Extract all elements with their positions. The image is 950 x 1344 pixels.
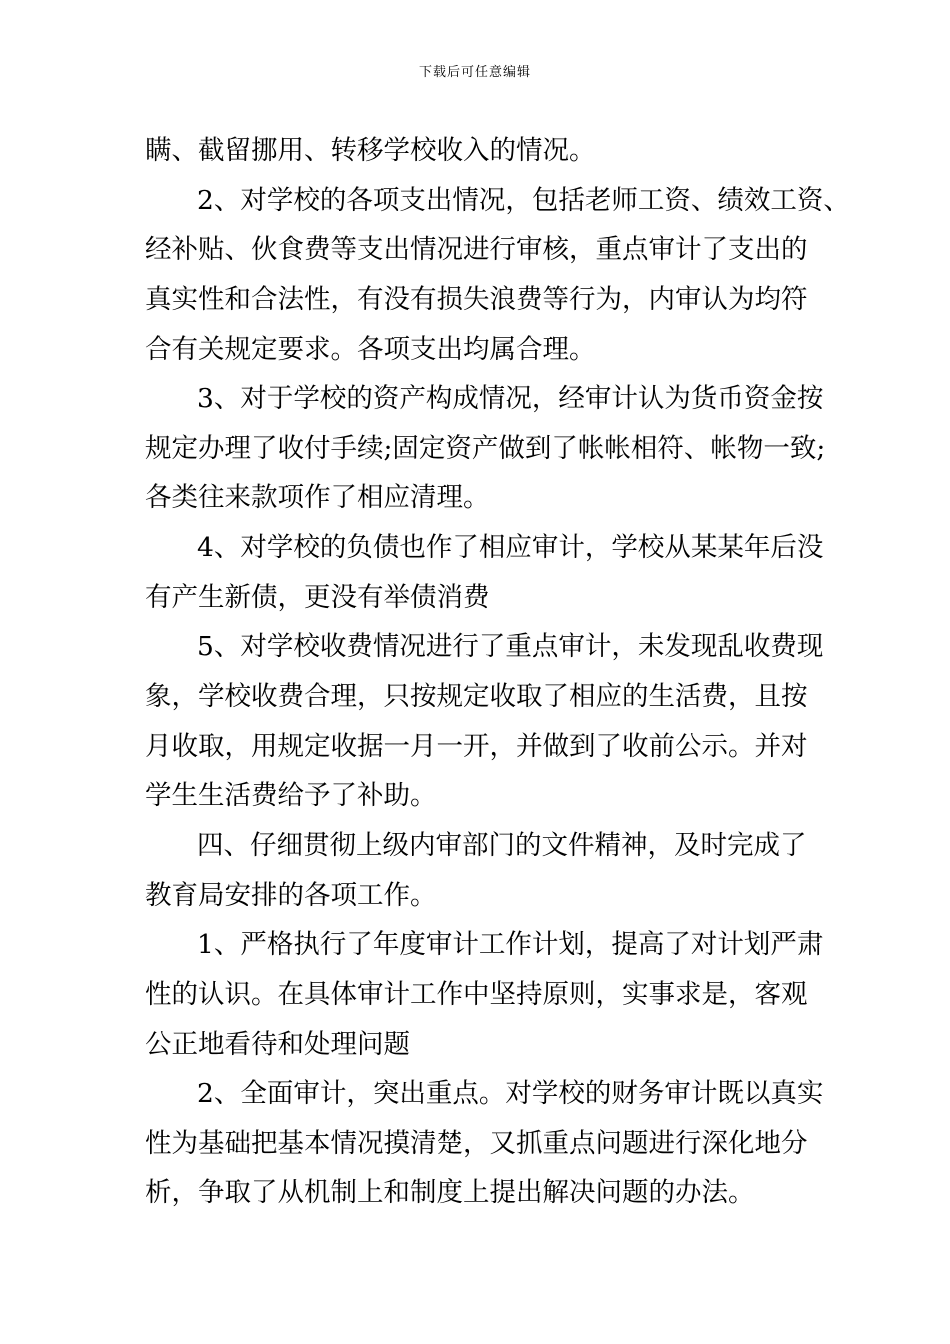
text-line: 瞒、截留挪用、转移学校收入的情况。: [145, 135, 596, 166]
text-line: 2、全面审计，突出重点。对学校的财务审计既以真实: [197, 1078, 824, 1110]
text-line: 合有关规定要求。各项支出均属合理。: [145, 333, 596, 365]
text-line: 5、对学校收费情况进行了重点审计，未发现乱收费现: [197, 631, 824, 663]
document-body: [145, 126, 850, 1218]
text-line: 四、仔细贯彻上级内审部门的文件精神，及时完成了: [197, 829, 807, 861]
text-line: 教育局安排的各项工作。: [145, 879, 437, 911]
text-line: 经补贴、伙食费等支出情况进行审核，重点审计了支出的: [145, 234, 808, 266]
text-line: 4、对学校的负债也作了相应审计，学校从某某年后没: [197, 532, 824, 564]
text-line: 象，学校收费合理，只按规定收取了相应的生活费，且按: [145, 681, 808, 713]
text-line: 各类往来款项作了相应清理。: [145, 482, 490, 514]
text-line: 有产生新债，更没有举债消费: [145, 581, 490, 613]
text-line: 规定办理了收付手续;固定资产做到了帐帐相符、帐物一致;: [145, 432, 826, 464]
text-line: 析，争取了从机制上和制度上提出解决问题的办法。: [145, 1177, 755, 1209]
text-line: 性为基础把基本情况摸清楚，又抓重点问题进行深化地分: [145, 1127, 808, 1159]
text-line: 2、对学校的各项支出情况，包括老师工资、绩效工资、: [197, 184, 850, 216]
page-header: 下载后可任意编辑: [418, 65, 531, 80]
text-line: 月收取，用规定收据一月一开，并做到了收前公示。并对: [145, 730, 808, 762]
text-line: 1、严格执行了年度审计工作计划，提高了对计划严肃: [197, 929, 824, 961]
text-line: 公正地看待和处理问题: [145, 1028, 410, 1060]
text-line: 3、对于学校的资产构成情况，经审计认为货币资金按: [197, 383, 824, 415]
text-line: 真实性和合法性，有没有损失浪费等行为，内审认为均符: [145, 283, 808, 315]
text-line: 学生生活费给予了补助。: [145, 780, 437, 812]
text-line: 性的认识。在具体审计工作中坚持原则，实事求是，客观: [145, 978, 808, 1010]
